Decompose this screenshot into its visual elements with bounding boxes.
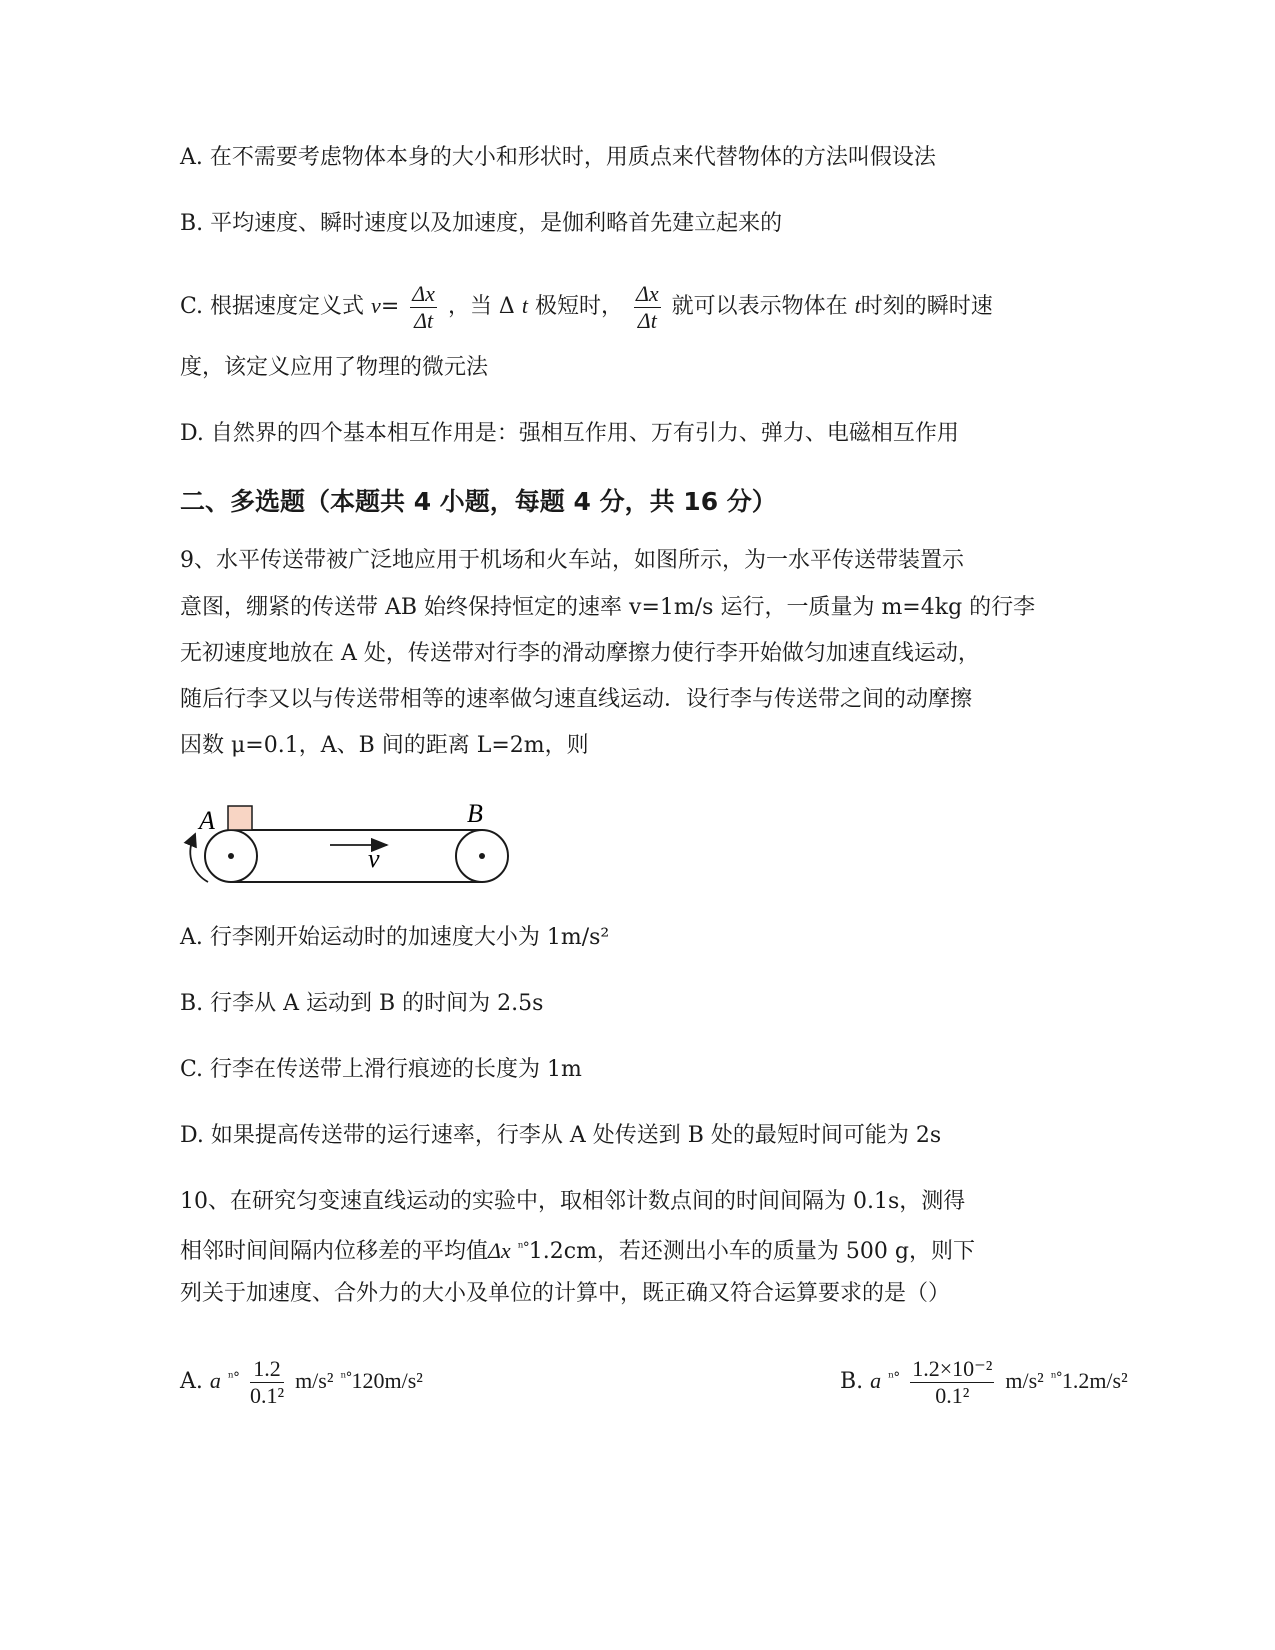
q10-line-2 — [180, 1233, 1080, 1267]
q10-b-garble: ⁿ° — [888, 1370, 900, 1386]
q8-option-a: A. 在不需要考虑物体本身的大小和形状时，用质点来代替物体的方法叫假设法 — [180, 145, 936, 170]
q10-a-den: 0.1² — [249, 1382, 285, 1408]
q8-option-b: B. 平均速度、瞬时速度以及加速度，是伽利略首先建立起来的 — [180, 211, 783, 236]
q10-l2-pre: 相邻时间间隔内位移差的平均值 — [180, 1239, 489, 1264]
q10-a-unit: m/s² — [295, 1368, 334, 1393]
q8-c-den2: Δt — [637, 307, 657, 333]
q8-option-c — [180, 278, 1080, 335]
q10-option-a — [180, 1355, 423, 1408]
q8-c-t: t — [521, 293, 528, 318]
q8-c-v: v — [371, 293, 381, 318]
luggage-box — [228, 806, 252, 830]
q10-a-garble: ⁿ° — [227, 1370, 239, 1386]
q10-a-label: A. — [180, 1369, 203, 1394]
q8-c-text-mid2: 极短时， — [534, 294, 623, 319]
q10-line-3: 列关于加速度、合外力的大小及单位的计算中，既正确又符合运算要求的是（） — [180, 1281, 951, 1306]
label-b: B — [467, 799, 483, 828]
q8-c-num: Δx — [412, 280, 435, 306]
q10-b-label: B. — [840, 1369, 864, 1394]
q10-l2-mid: 1.2cm，若还测出小车的质量为 500 g，则下 — [528, 1239, 975, 1264]
q8-c-text-post: 就可以表示物体在 — [671, 294, 848, 319]
q10-b-var: a — [870, 1368, 882, 1393]
section-heading: 二、多选题（本题共 4 小题，每题 4 分，共 16 分） — [180, 487, 777, 516]
conveyor-belt-diagram — [175, 795, 525, 895]
q8-c-text-post2: 时刻的瞬时速 — [860, 294, 993, 319]
q10-b-den: 0.1² — [935, 1382, 970, 1408]
q9-option-d: D. 如果提高传送带的运行速率，行李从 A 处传送到 B 处的最短时间可能为 2s — [180, 1123, 942, 1148]
q10-a-fraction — [250, 1356, 284, 1409]
q9-option-c: C. 行李在传送带上滑行痕迹的长度为 1m — [180, 1057, 582, 1082]
q9-line-2: 意图，绷紧的传送带 AB 始终保持恒定的速率 v=1m/s 运行，一质量为 m=4kg 的行李 — [180, 595, 1036, 620]
q9-line-1: 9、水平传送带被广泛地应用于机场和火车站，如图所示，为一水平传送带装置示 — [180, 548, 964, 573]
q10-a-garble2: ⁿ° — [340, 1370, 352, 1386]
q10-a-result: 120m/s² — [351, 1368, 423, 1393]
q9-option-b: B. 行李从 A 运动到 B 的时间为 2.5s — [180, 991, 544, 1016]
q8-c-fraction-2 — [634, 281, 661, 334]
q8-c-num2: Δx — [635, 280, 659, 306]
q8-option-d: D. 自然界的四个基本相互作用是：强相互作用、万有引力、弹力、电磁相互作用 — [180, 421, 959, 446]
q9-line-4: 随后行李又以与传送带相等的速率做匀速直线运动．设行李与传送带之间的动摩擦 — [180, 687, 973, 712]
q10-b-result: 1.2m/s² — [1061, 1368, 1128, 1393]
q8-c-den: Δt — [414, 307, 434, 333]
pulley-b-axle — [479, 853, 485, 859]
pulley-a-axle — [228, 853, 234, 859]
q8-option-c-line2: 度，该定义应用了物理的微元法 — [180, 355, 489, 380]
q10-b-garble2: ⁿ° — [1050, 1370, 1062, 1386]
q10-l2-dx: Δx — [488, 1238, 511, 1263]
q10-a-num: 1.2 — [250, 1356, 284, 1383]
q10-l2-garble: ⁿ° — [517, 1240, 529, 1256]
q8-c-text-mid: ，当 Δ — [447, 294, 515, 319]
q10-b-fraction — [910, 1356, 994, 1409]
label-v: v — [368, 844, 380, 873]
q9-option-a: A. 行李刚开始运动时的加速度大小为 1m/s² — [180, 925, 610, 950]
q10-a-var: a — [209, 1368, 221, 1393]
q10-b-unit: m/s² — [1005, 1368, 1044, 1393]
q10-options — [180, 1350, 1180, 1410]
label-a: A — [199, 806, 215, 835]
q10-option-b — [840, 1350, 1128, 1410]
q8-c-t2: t — [854, 293, 861, 318]
q10-b-num: 1.2×10⁻² — [912, 1355, 993, 1381]
q8-c-eq: = — [380, 294, 400, 319]
q10-line-1: 10、在研究匀变速直线运动的实验中，取相邻计数点间的时间间隔为 0.1s，测得 — [180, 1189, 966, 1214]
q8-c-text-pre: C. 根据速度定义式 — [180, 294, 365, 319]
q9-line-5: 因数 μ=0.1，A、B 间的距离 L=2m，则 — [180, 733, 589, 758]
q9-line-3: 无初速度地放在 A 处，传送带对行李的滑动摩擦力使行李开始做匀加速直线运动， — [180, 641, 980, 666]
q8-c-fraction-1 — [410, 281, 437, 334]
